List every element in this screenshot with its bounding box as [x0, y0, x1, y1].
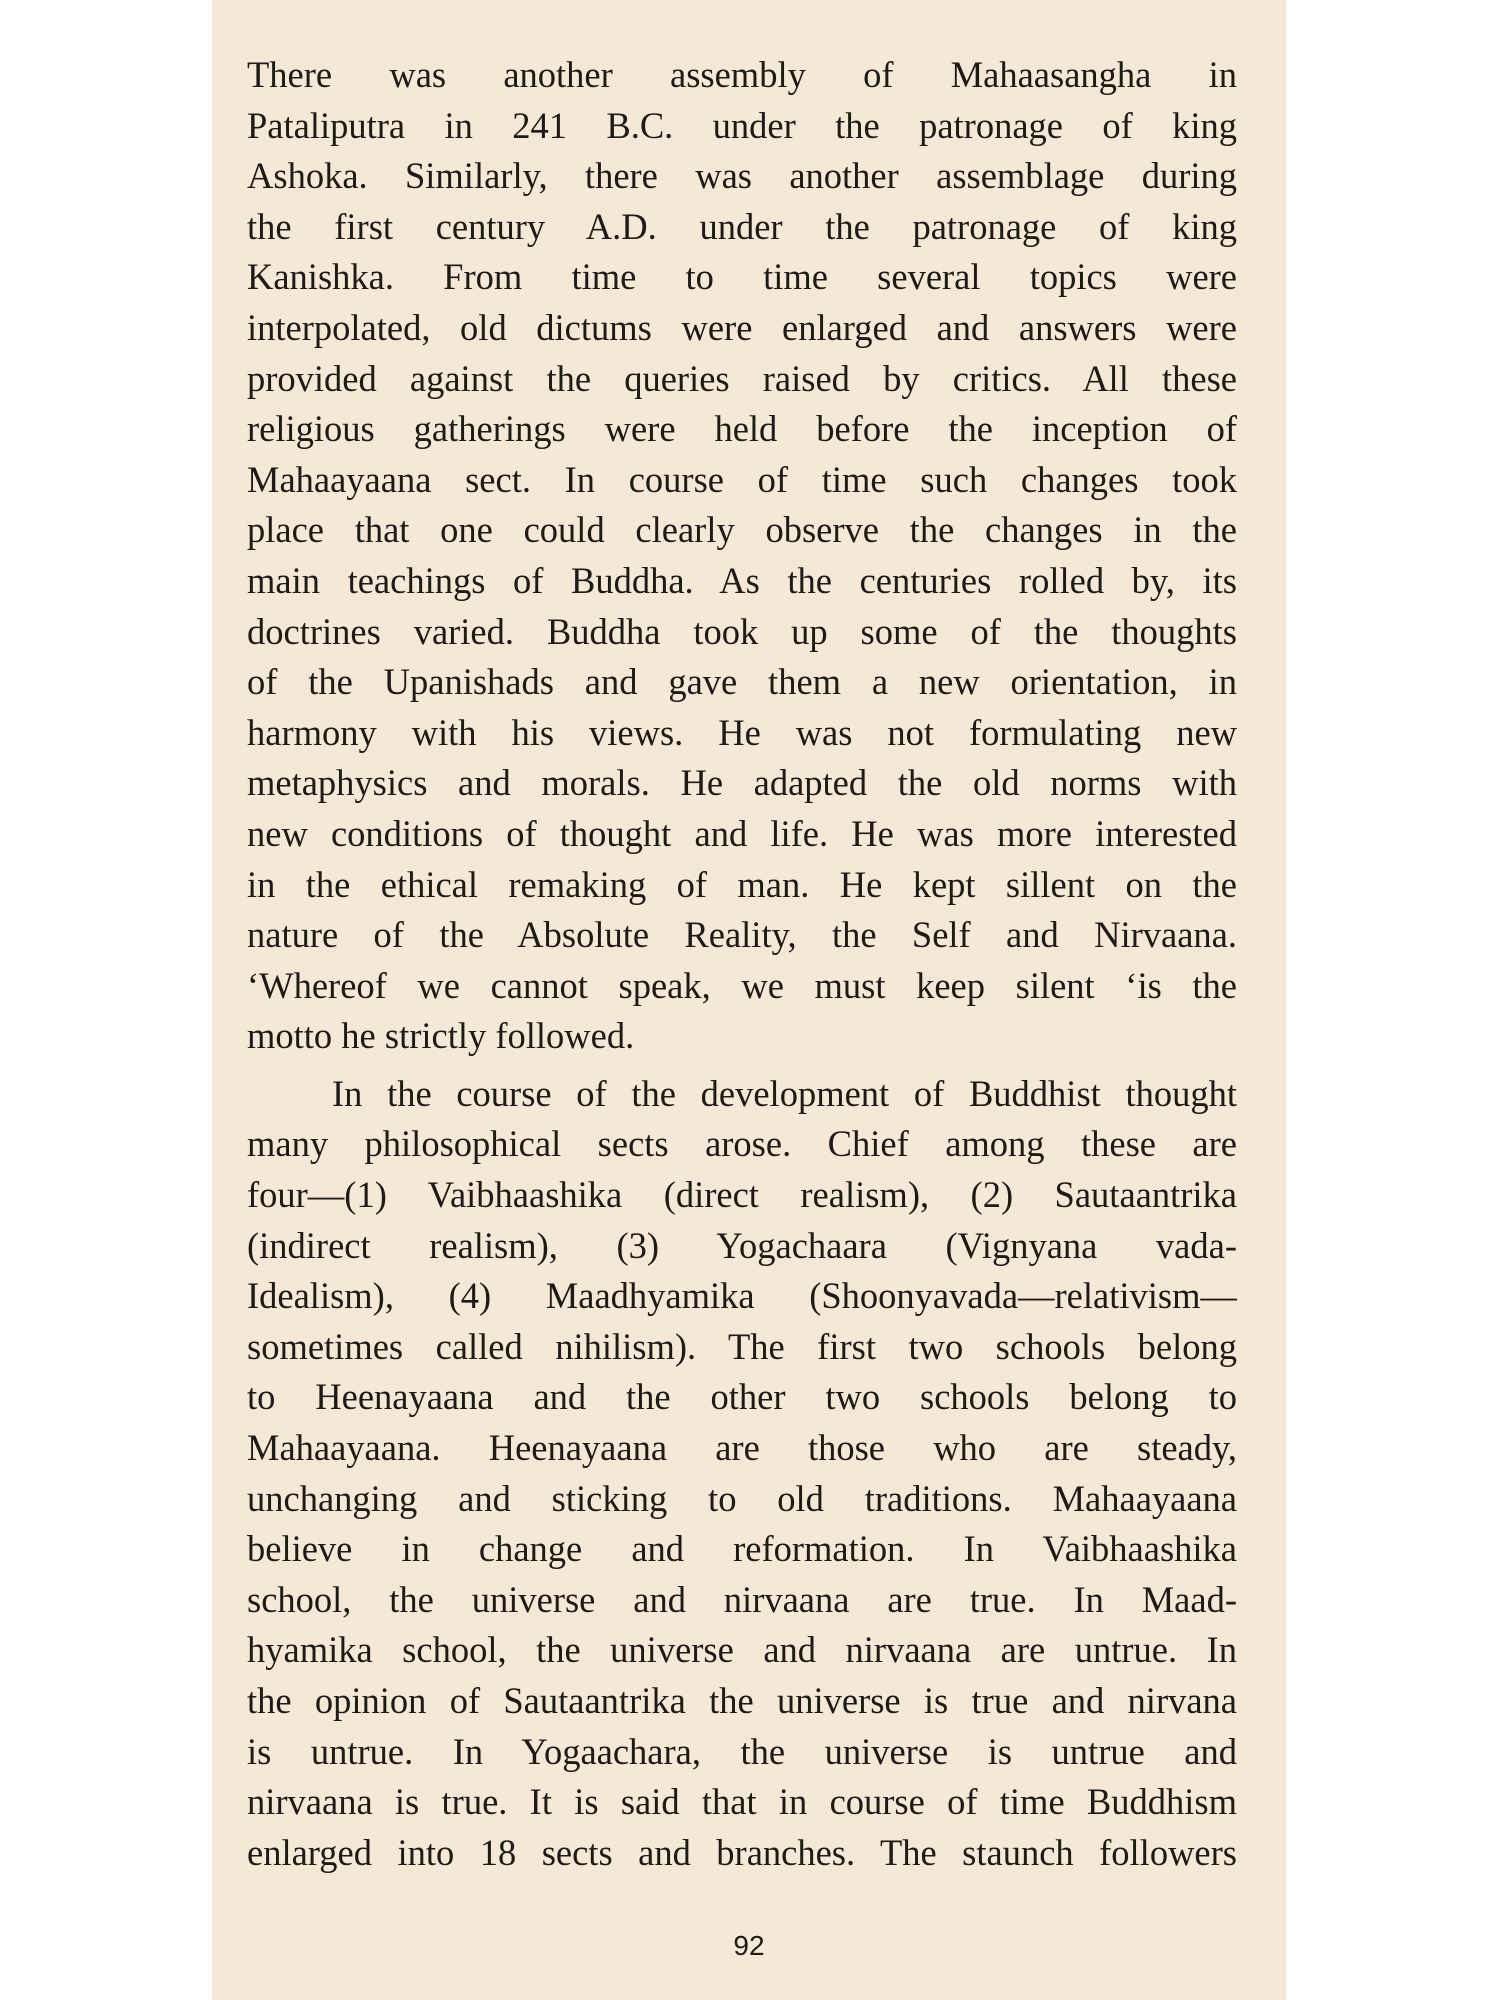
- text-line: is untrue. In Yogaachara, the universe is untrue and: [247, 1730, 1237, 1772]
- paragraph-1: [247, 50, 1237, 1062]
- text-line: ‘Whereof we cannot speak, we must keep silent ‘is the: [247, 964, 1237, 1006]
- book-page: [212, 0, 1286, 2000]
- paragraph-2: [247, 1069, 1237, 1879]
- text-line: four—(1) Vaibhaashika (direct realism), (2) Sautaantrika: [247, 1174, 1237, 1216]
- page-number: 92: [733, 1930, 765, 1961]
- text-line: motto he strictly followed.: [247, 1015, 635, 1057]
- text-line: metaphysics and morals. He adapted the old norms with: [247, 762, 1237, 804]
- text-line: the opinion of Sautaantrika the universe is true and nirvana: [247, 1680, 1237, 1721]
- text-line: Pataliputra in 241 B.C. under the patronage of king: [247, 104, 1237, 146]
- text-line: In the course of the development of Buddhist thought: [332, 1072, 1237, 1114]
- text-line: the first century A.D. under the patronage of king: [247, 205, 1237, 247]
- text-line: nirvaana is true. It is said that in course of time Buddhism: [247, 1781, 1237, 1823]
- text-line: sometimes called nihilism). The first two schools belong: [247, 1325, 1237, 1367]
- text-line: place that one could clearly observe the changes in the: [247, 509, 1237, 551]
- text-line: Ashoka. Similarly, there was another assemblage during: [247, 155, 1237, 197]
- text-line: new conditions of thought and life. He was more interested: [247, 812, 1237, 854]
- text-line: (indirect realism), (3) Yogachaara (Vignyana vada-: [247, 1224, 1237, 1266]
- text-line: main teachings of Buddha. As the centuries rolled by, its: [247, 559, 1237, 601]
- text-line: believe in change and reformation. In Vaibhaashika: [247, 1528, 1237, 1570]
- text-line: There was another assembly of Mahaasangha in: [247, 54, 1237, 95]
- text-line: provided against the queries raised by critics. All these: [247, 357, 1237, 399]
- text-line: religious gatherings were held before the inception of: [247, 408, 1237, 450]
- text-line: school, the universe and nirvaana are true. In Maad-: [247, 1578, 1237, 1620]
- text-line: unchanging and sticking to old traditions. Mahaayaana: [247, 1477, 1237, 1519]
- text-line: Idealism), (4) Maadhyamika (Shoonyavada—relativism—: [247, 1275, 1237, 1317]
- text-line: nature of the Absolute Reality, the Self and Nirvaana.: [247, 914, 1237, 956]
- text-line: to Heenayaana and the other two schools belong to: [247, 1376, 1237, 1418]
- text-line: Mahaayaana. Heenayaana are those who are steady,: [247, 1427, 1237, 1469]
- text-line: interpolated, old dictums were enlarged and answers were: [247, 306, 1237, 348]
- text-line: many philosophical sects arose. Chief among these are: [247, 1123, 1237, 1165]
- text-line: of the Upanishads and gave them a new orientation, in: [247, 661, 1237, 703]
- text-line: Mahaayaana sect. In course of time such changes took: [247, 458, 1237, 500]
- text-line: Kanishka. From time to time several topics were: [247, 256, 1237, 298]
- text-line: in the ethical remaking of man. He kept sillent on the: [247, 863, 1237, 905]
- text-line: hyamika school, the universe and nirvaana are untrue. In: [247, 1629, 1237, 1671]
- text-line: harmony with his views. He was not formulating new: [247, 711, 1237, 753]
- page-body-text: [247, 50, 1237, 1878]
- text-line: doctrines varied. Buddha took up some of the thoughts: [247, 610, 1237, 652]
- text-line: enlarged into 18 sects and branches. The staunch followers: [247, 1831, 1237, 1873]
